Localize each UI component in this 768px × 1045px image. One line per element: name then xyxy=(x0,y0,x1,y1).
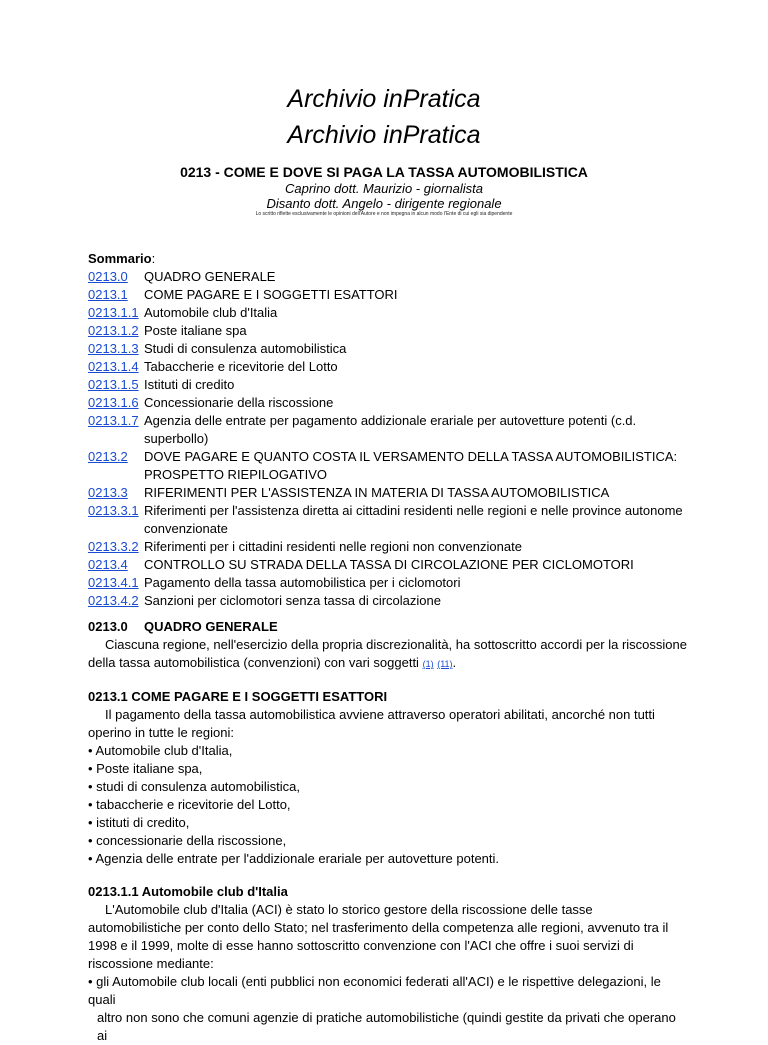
list-item: • studi di consulenza automobilistica, xyxy=(88,779,300,794)
toc-item xyxy=(88,502,688,538)
toc-link[interactable]: 0213.4 xyxy=(88,557,128,572)
list-item: • istituti di credito, xyxy=(88,815,190,830)
toc-link[interactable]: 0213.0 xyxy=(88,269,128,284)
list-item: • tabaccherie e ricevitorie del Lotto, xyxy=(88,797,291,812)
toc-item xyxy=(88,592,688,610)
toc-item-label: Concessionarie della riscossione xyxy=(144,395,334,410)
toc-item-label: Poste italiane spa xyxy=(144,323,247,338)
toc-link[interactable]: 0213.1.2 xyxy=(88,323,139,338)
section-number: 0213.0 xyxy=(88,619,128,634)
toc-item-label: QUADRO GENERALE xyxy=(144,269,276,284)
toc-item xyxy=(88,538,688,556)
toc-item xyxy=(88,556,688,574)
list-item: • gli Automobile club locali (enti pubblici non economici federati all'ACI) e le rispettive delegazioni, le quali xyxy=(88,974,661,1007)
toc-item-label: CONTROLLO SU STRADA DELLA TASSA DI CIRCOLAZIONE PER CICLOMOTORI xyxy=(144,557,634,572)
paragraph: Il pagamento della tassa automobilistica avviene attraverso operatori abilitati, ancorché non tutti operino in tutte le regioni: xyxy=(88,707,655,740)
list-item: • Agenzia delle entrate per l'addizionale erariale per autovetture potenti. xyxy=(88,851,500,866)
toc-label: Sommario xyxy=(88,251,152,266)
author-1: Caprino dott. Maurizio - giornalista xyxy=(285,181,483,196)
list-item: • Automobile club d'Italia, xyxy=(88,743,233,758)
toc-link[interactable]: 0213.4.1 xyxy=(88,575,139,590)
document-title: 0213 - COME E DOVE SI PAGA LA TASSA AUTOMOBILISTICA xyxy=(180,164,588,180)
toc-item-label: Automobile club d'Italia xyxy=(144,305,278,320)
paragraph: Ciascuna regione, nell'esercizio della propria discrezionalità, ha sottoscritto accordi per la riscossione della tassa automobilistica (convenzioni) con vari soggetti (1) (11). xyxy=(88,637,687,670)
archive-title-2: Archivio inPratica xyxy=(287,121,481,149)
toc-item xyxy=(88,376,688,394)
toc-item-label: RIFERIMENTI PER L'ASSISTENZA IN MATERIA DI TASSA AUTOMOBILISTICA xyxy=(144,485,610,500)
bullet-list xyxy=(88,742,688,868)
toc-item xyxy=(88,574,688,592)
footnote-link[interactable]: (11) xyxy=(437,659,453,669)
toc-item-label: DOVE PAGARE E QUANTO COSTA IL VERSAMENTO DELLA TASSA AUTOMOBILISTICA: PROSPETTO RIEPILOGATIVO xyxy=(144,449,678,482)
toc-item-label: Pagamento della tassa automobilistica per i ciclomotori xyxy=(144,575,461,590)
toc-link[interactable]: 0213.4.2 xyxy=(88,593,139,608)
list-item: • Poste italiane spa, xyxy=(88,761,203,776)
toc-link[interactable]: 0213.1.3 xyxy=(88,341,139,356)
toc-heading: Sommario: xyxy=(88,251,156,266)
section-number: 0213.1 xyxy=(88,689,128,704)
paragraph: L'Automobile club d'Italia (ACI) è stato lo storico gestore della riscossione delle tasse automobilistiche per conto dello Stato; nel trasferimento della competenza alle regioni, avvenuto tra il 1998 e il 1999, molte di esse hanno sottoscritto convenzione con l'ACI che offre i suoi servizi di riscossione mediante: xyxy=(88,902,669,971)
toc-link[interactable]: 0213.1 xyxy=(88,287,128,302)
toc-item xyxy=(88,484,688,502)
toc-item-label: Tabaccherie e ricevitorie del Lotto xyxy=(144,359,338,374)
toc-link[interactable]: 0213.1.7 xyxy=(88,413,139,428)
section-number: 0213.1.1 xyxy=(88,884,139,899)
toc-link[interactable]: 0213.3.1 xyxy=(88,503,139,518)
toc-link[interactable]: 0213.1.6 xyxy=(88,395,139,410)
archive-title-1: Archivio inPratica xyxy=(287,85,481,113)
section-title: QUADRO GENERALE xyxy=(144,619,278,634)
table-of-contents xyxy=(88,268,688,610)
toc-item-label: Agenzia delle entrate per pagamento addizionale erariale per autovetture potenti (c.d. superbollo) xyxy=(144,413,637,446)
toc-item-label: Riferimenti per i cittadini residenti nelle regioni non convenzionate xyxy=(144,539,522,554)
section-title: Automobile club d'Italia xyxy=(141,884,288,899)
toc-link[interactable]: 0213.1.1 xyxy=(88,305,139,320)
list-item: • concessionarie della riscossione, xyxy=(88,833,287,848)
section-title: COME PAGARE E I SOGGETTI ESATTORI xyxy=(131,689,388,704)
footnote-link[interactable]: (1) xyxy=(422,659,434,669)
disclaimer: Lo scritto riflette esclusivamente le opinioni dell'Autore e non impegna in alcun modo l'Ente di cui egli sia dipendente xyxy=(255,211,513,217)
document-body xyxy=(88,250,688,1045)
toc-item xyxy=(88,412,688,448)
toc-link[interactable]: 0213.1.4 xyxy=(88,359,139,374)
toc-link[interactable]: 0213.3.2 xyxy=(88,539,139,554)
toc-item xyxy=(88,394,688,412)
toc-item xyxy=(88,304,688,322)
toc-item xyxy=(88,358,688,376)
section-heading xyxy=(88,688,688,706)
list-item-continuation: altro non sono che comuni agenzie di pratiche automobilistiche (quindi gestite da privati che operano ai xyxy=(97,1010,676,1043)
toc-item-label: Sanzioni per ciclomotori senza tassa di circolazione xyxy=(144,593,441,608)
toc-item-label: COME PAGARE E I SOGGETTI ESATTORI xyxy=(144,287,398,302)
toc-item-label: Istituti di credito xyxy=(144,377,235,392)
section-heading xyxy=(88,883,688,901)
toc-item xyxy=(88,448,688,484)
toc-link[interactable]: 0213.3 xyxy=(88,485,128,500)
author-2: Disanto dott. Angelo - dirigente regionale xyxy=(266,196,502,211)
toc-item xyxy=(88,322,688,340)
toc-item xyxy=(88,268,688,286)
toc-item xyxy=(88,286,688,304)
toc-item-label: Riferimenti per l'assistenza diretta ai cittadini residenti nelle regioni e nelle province autonome convenzionate xyxy=(144,503,683,536)
toc-item-label: Studi di consulenza automobilistica xyxy=(144,341,347,356)
toc-link[interactable]: 0213.1.5 xyxy=(88,377,139,392)
section-heading xyxy=(88,618,688,636)
toc-link[interactable]: 0213.2 xyxy=(88,449,128,464)
toc-item xyxy=(88,340,688,358)
